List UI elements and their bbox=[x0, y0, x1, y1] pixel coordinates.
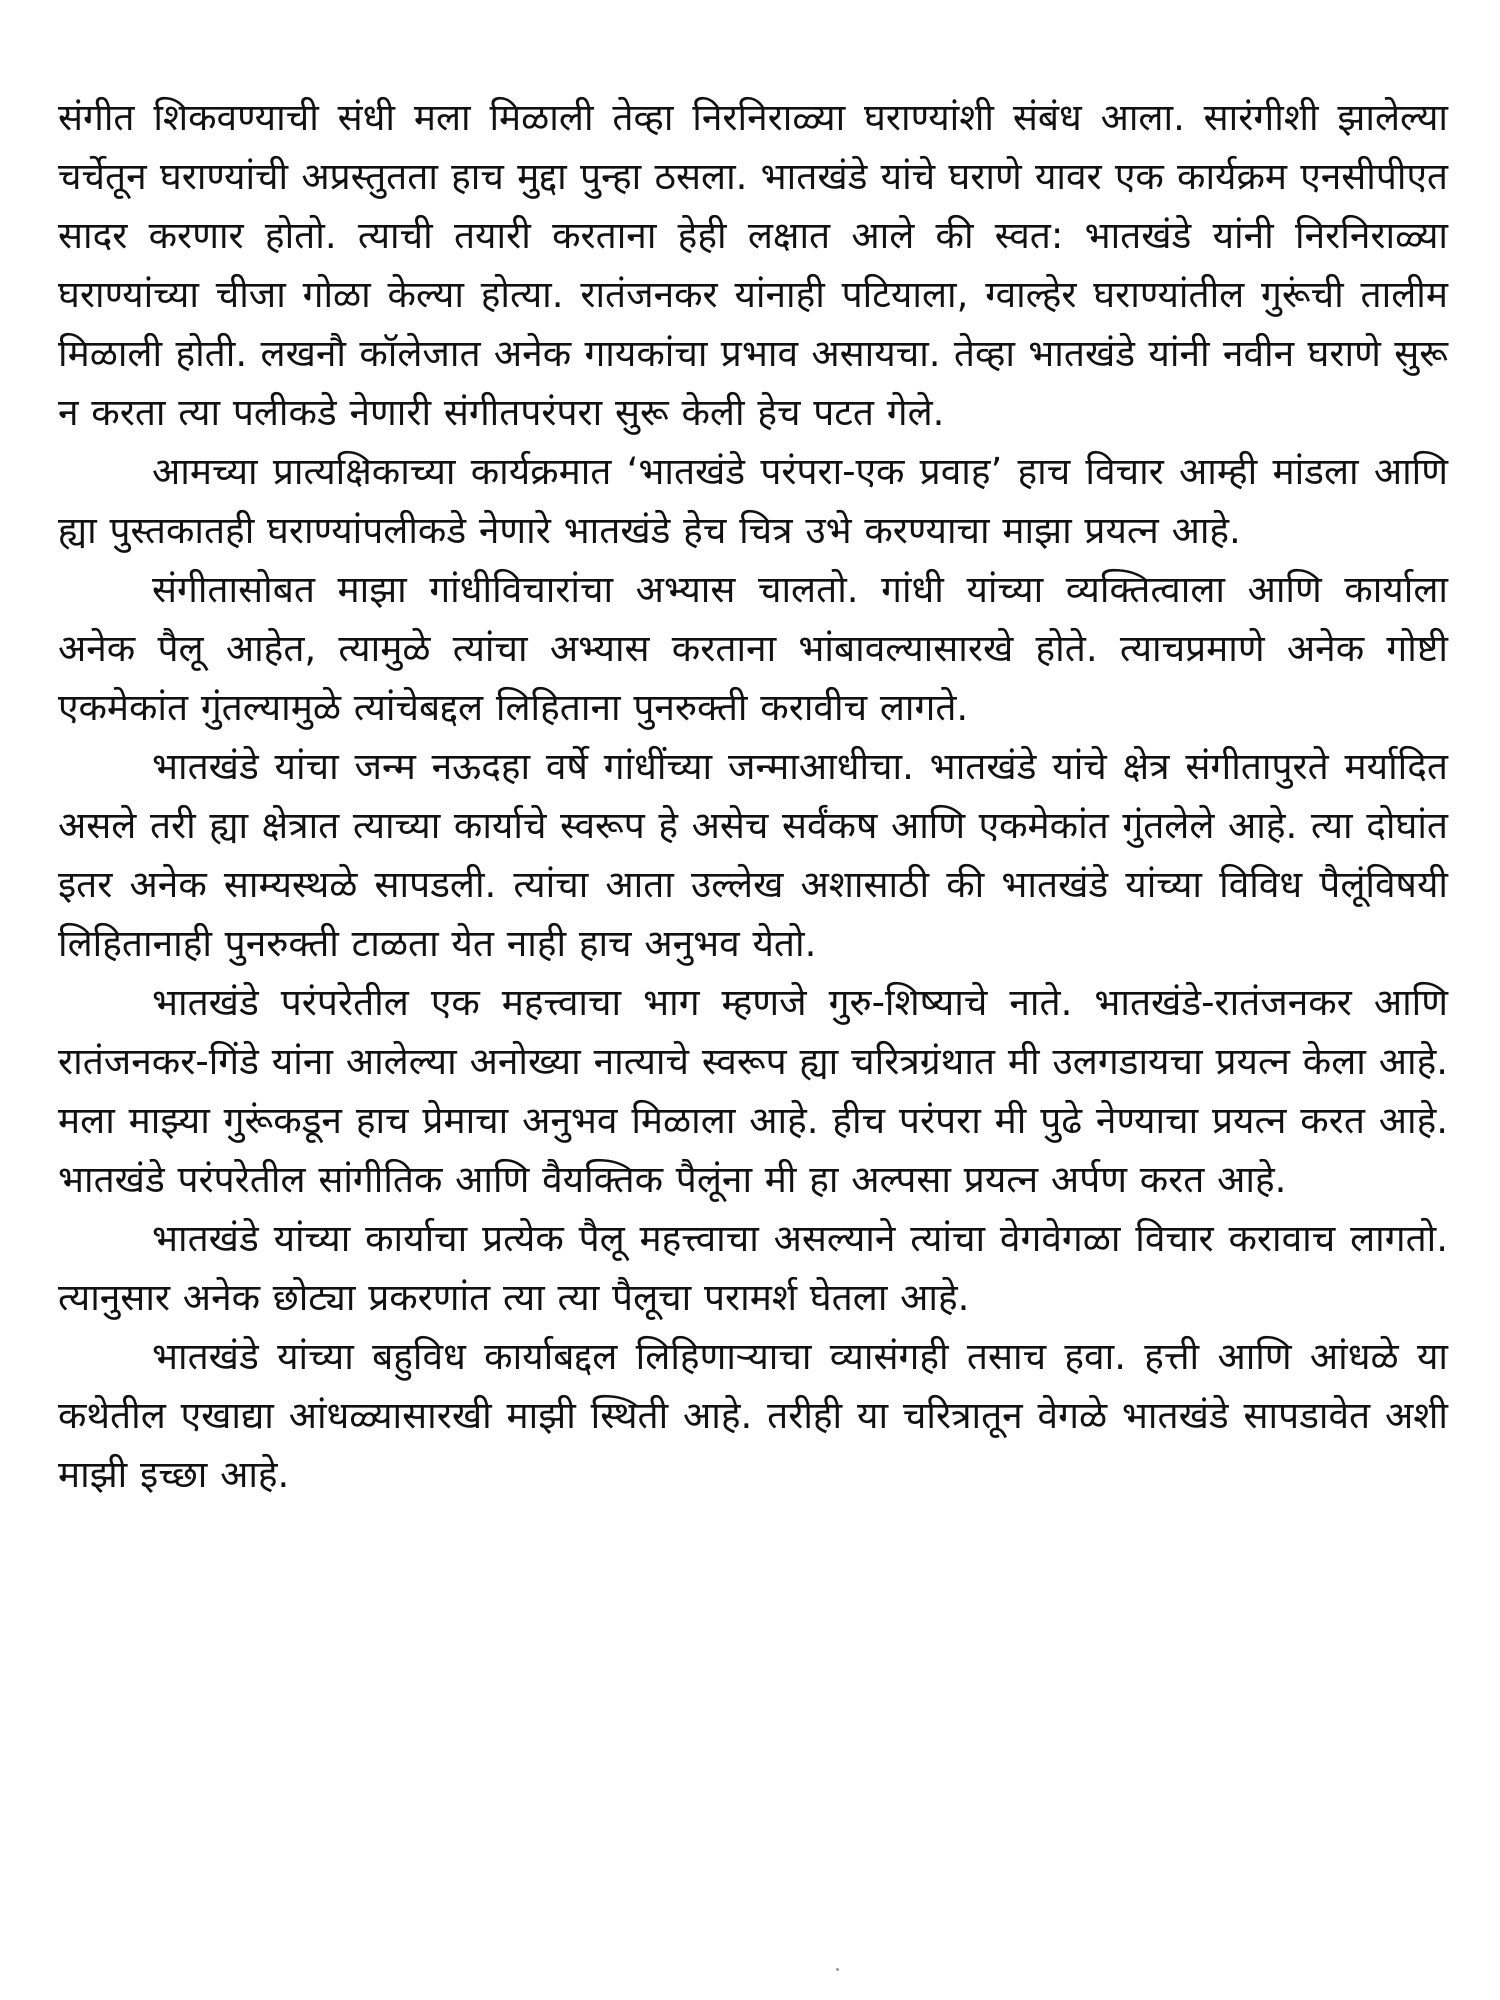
paragraph-6: भातखंडे यांच्या कार्याचा प्रत्येक पैलू महत्त्वाचा असल्याने त्यांचा वेगवेगळा विचार करावाच लागतो. त्यानुसार अनेक छोट्या प्रकरणांत त्या त्या पैलूचा परामर्श घेतला आहे. bbox=[58, 1217, 1448, 1319]
paragraph-5: भातखंडे परंपरेतील एक महत्त्वाचा भाग म्हणजे गुरु-शिष्याचे नाते. भातखंडे-रातंजनकर आणि रातंजनकर-गिंडे यांना आलेल्या अनोख्या नात्याचे स्वरूप ह्या चरित्रग्रंथात मी उलगडायचा प्रयत्न केला आहे. मला माझ्या गुरूंकडून हाच प्रेमाचा अनुभव मिळाला आहे. हीच परंपरा मी पुढे नेण्याचा प्रयत्न करत आहे. भातखंडे परंपरेतील सांगीतिक आणि वैयक्तिक पैलूंना मी हा अल्पसा प्रयत्न अर्पण करत आहे. bbox=[58, 981, 1448, 1201]
paragraph-2: आमच्या प्रात्यक्षिकाच्या कार्यक्रमात ‘भातखंडे परंपरा-एक प्रवाह’ हाच विचार आम्ही मांडला आणि ह्या पुस्तकातही घराण्यांपलीकडे नेणारे भातखंडे हेच चित्र उभे करण्याचा माझा प्रयत्न आहे. bbox=[58, 450, 1448, 552]
paragraph-7: भातखंडे यांच्या बहुविध कार्याबद्दल लिहिणाऱ्याचा व्यासंगही तसाच हवा. हत्ती आणि आंधळे या कथेतील एखाद्या आंधळ्यासारखी माझी स्थिती आहे. तरीही या चरित्रातून वेगळे भातखंडे सापडावेत अशी माझी इच्छा आहे. bbox=[58, 1335, 1448, 1496]
scan-speck bbox=[836, 1968, 839, 1971]
paragraph-4: भातखंडे यांचा जन्म नऊदहा वर्षे गांधींच्या जन्माआधीचा. भातखंडे यांचे क्षेत्र संगीतापुरते मर्यादित असले तरी ह्या क्षेत्रात त्याच्या कार्याचे स्वरूप हे असेच सर्वंकष आणि एकमेकांत गुंतलेले आहे. त्या दोघांत इतर अनेक साम्यस्थळे सापडली. त्यांचा आता उल्लेख अशासाठी की भातखंडे यांच्या विविध पैलूंविषयी लिहितानाही पुनरुक्ती टाळता येत नाही हाच अनुभव येतो. bbox=[58, 745, 1448, 965]
paragraph-3: संगीतासोबत माझा गांधीविचारांचा अभ्यास चालतो. गांधी यांच्या व्यक्तित्वाला आणि कार्याला अनेक पैलू आहेत, त्यामुळे त्यांचा अभ्यास करताना भांबावल्यासारखे होते. त्याचप्रमाणे अनेक गोष्टी एकमेकांत गुंतल्यामुळे त्यांचेबद्दल लिहिताना पुनरुक्ती करावीच लागते. bbox=[58, 568, 1448, 729]
paragraph-1: संगीत शिकवण्याची संधी मला मिळाली तेव्हा निरनिराळ्या घराण्यांशी संबंध आला. सारंगीशी झालेल्या चर्चेतून घराण्यांची अप्रस्तुतता हाच मुद्दा पुन्हा ठसला. भातखंडे यांचे घराणे यावर एक कार्यक्रम एनसीपीएत सादर करणार होतो. त्याची तयारी करताना हेही लक्षात आले की स्वत: भातखंडे यांनी निरनिराळ्या घराण्यांच्या चीजा गोळा केल्या होत्या. रातंजनकर यांनाही पटियाला, ग्वाल्हेर घराण्यांतील गुरूंची तालीम मिळाली होती. लखनौ कॉलेजात अनेक गायकांचा प्रभाव असायचा. तेव्हा भातखंडे यांनी नवीन घराणे सुरू न करता त्या पलीकडे नेणारी संगीतपरंपरा सुरू केली हेच पटत गेले. bbox=[58, 96, 1448, 434]
